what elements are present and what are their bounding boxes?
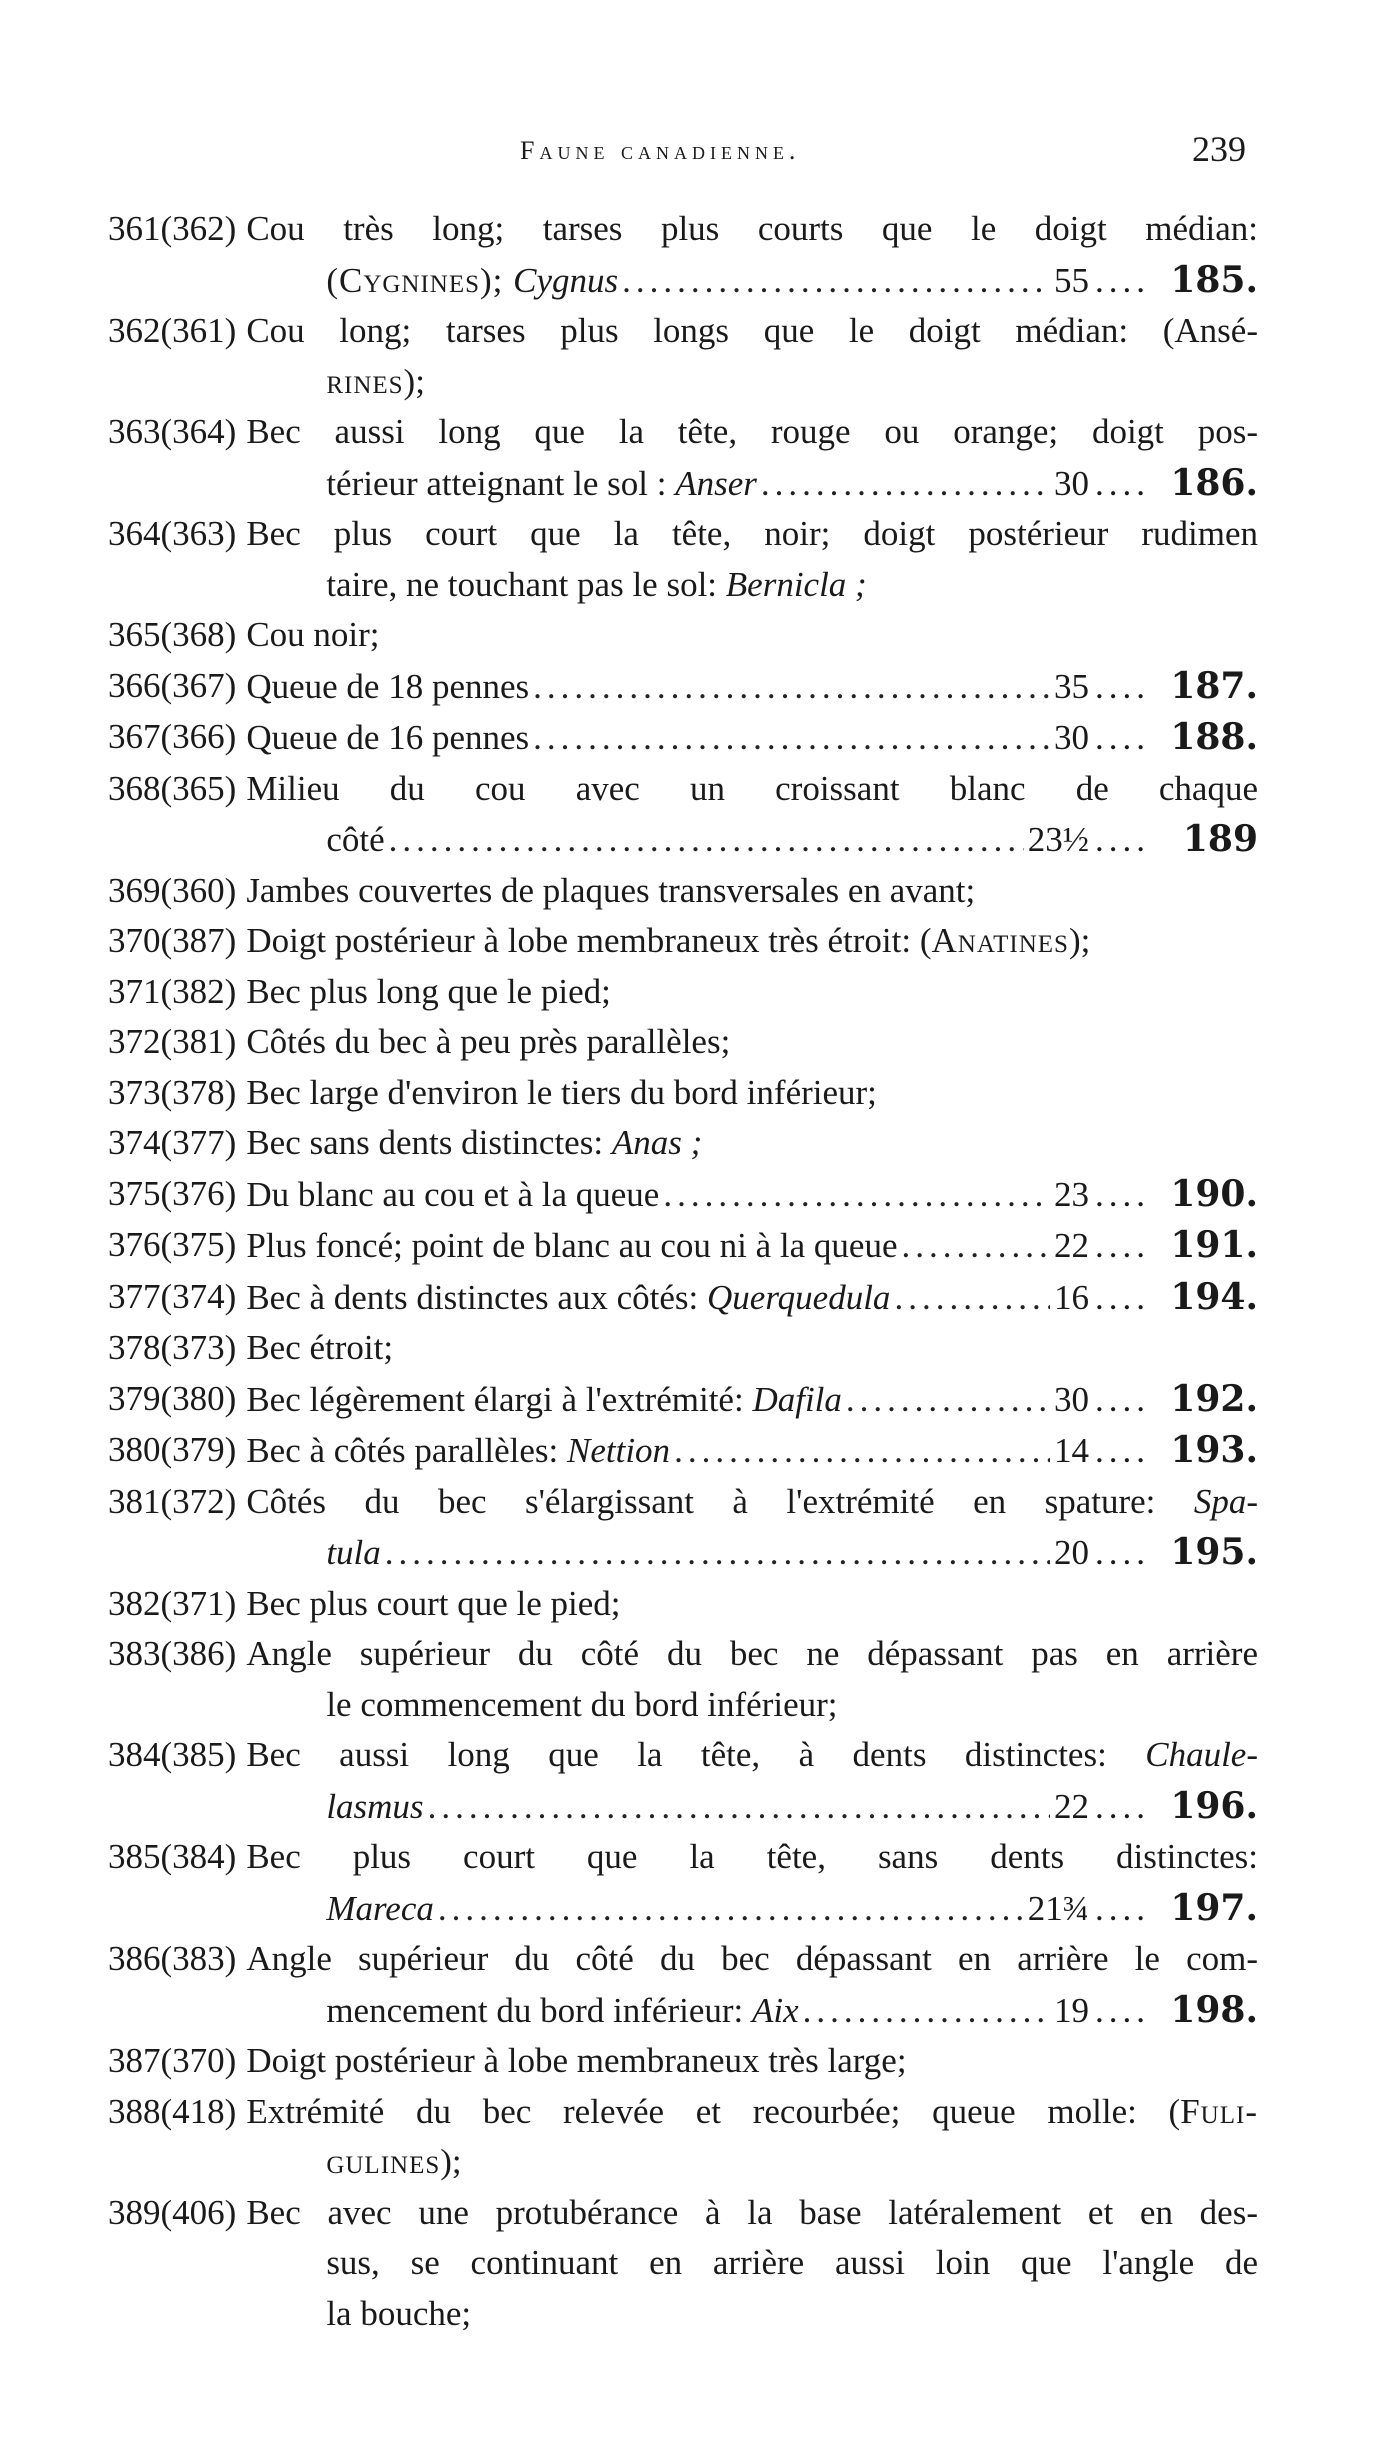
entry-number: 366(367) [108,665,237,705]
line-text [326,815,384,866]
species-number: 194. [1170,1275,1258,1318]
text-run: Plus foncé; point de blanc au cou ni à la queue [246,1226,898,1265]
line-text [326,256,618,307]
length-value: 30 [1054,718,1089,757]
entry-line [246,1323,1258,1374]
genus-name: Aix [752,1990,799,2030]
entry-line [246,866,1258,917]
dot-leader [533,662,1050,713]
genus-name: Nettion [567,1431,671,1470]
entry-number: 379(380) [108,1378,237,1418]
entry-line [246,204,1258,255]
entry-line-with-leader [246,255,1258,307]
dot-leader: .... [1095,1786,1150,1826]
family-name: rines [326,361,404,401]
key-entry [108,2188,1258,2340]
entry-line [246,2188,1258,2239]
entry-line [246,306,1258,357]
entry-description [246,1579,1258,1630]
key-entry [108,204,1258,306]
entry-number: 371(382) [108,971,237,1011]
species-number: 191. [1170,1224,1258,1266]
text-run: la bouche; [326,2293,472,2333]
genus-name: lasmus [326,1786,424,1826]
dot-leader: .... [1095,820,1150,859]
line-text [246,1426,670,1477]
text-run: taire, ne touchant pas le sol: [326,564,726,604]
entry-description [246,306,1258,407]
entry-line [246,2137,1258,2188]
genus-name: Anas ; [611,1123,703,1162]
entry-line [246,560,1258,611]
entry-line-with-leader [246,1425,1258,1477]
dot-leader [438,1884,1024,1935]
entry-description [246,204,1258,306]
text-run: Bec aussi long que la tête, rouge ou orange; doigt pos- [246,412,1258,451]
entry-description [246,509,1258,610]
key-entry [108,916,1258,967]
key-entry [108,306,1258,407]
entry-line-with-leader [246,1883,1258,1935]
entry-line-with-leader [246,1169,1258,1221]
entry-description [246,1169,1258,1221]
genus-name: Dafila [752,1379,842,1419]
species-number: 192. [1170,1377,1258,1420]
entry-number: 382(371) [108,1583,237,1623]
length-value: 16 [1054,1277,1089,1317]
key-entry [108,2036,1258,2087]
dot-leader [663,1170,1050,1221]
key-entry [108,1017,1258,1068]
text-run: côté [326,820,385,859]
genus-name: Bernicla ; [725,564,867,604]
dot-leader [622,256,1050,307]
genus-name: Cygnus [513,260,619,300]
entry-line [246,357,1258,408]
genus-name: Querquedula [707,1277,891,1317]
text-run: Bec légèrement élargi à l'extrémité: [246,1379,753,1419]
dot-leader: .... [1095,1990,1150,2030]
dot-leader: .... [1095,260,1150,300]
entry-line-with-leader [246,1985,1258,2037]
key-entry [108,1477,1258,1579]
line-text [326,459,757,510]
entry-number: 387(370) [108,2041,237,2080]
text-run: Bec large d'environ le tiers du bord inférieur; [246,1072,877,1112]
entry-description [246,764,1258,866]
dot-leader: .... [1095,1226,1150,1265]
length-value: 35 [1054,666,1089,706]
entry-line-with-leader [246,661,1258,713]
entry-line-with-leader [246,814,1258,866]
entry-description [246,916,1258,967]
length-value: 23 [1054,1174,1089,1214]
text-run: sus, se continuant en arrière aussi loin que l'angle de [326,2243,1258,2282]
line-text [326,1782,423,1833]
dot-leader [389,815,1024,866]
species-number: 186. [1170,461,1258,504]
dot-leader [894,1273,1050,1324]
length-value: 19 [1054,1990,1089,2030]
text-run: Bec aussi long que la tête, à dents distinctes: [246,1735,1146,1774]
entry-line [246,1477,1258,1528]
entry-number: 374(377) [108,1123,237,1162]
entry-description [246,1220,1258,1272]
length-value: 23½ [1027,820,1089,859]
line-text [246,713,529,764]
text-run: Bec plus long que le pied; [246,971,611,1011]
entry-line-with-leader [246,1781,1258,1833]
entry-line [246,1118,1258,1169]
entry-number: 369(360) [108,870,237,910]
entry-description [246,1934,1258,2036]
species-number: 193. [1170,1429,1258,1471]
dot-leader [846,1375,1050,1426]
identification-key [108,204,1258,2339]
text-run: Queue de 16 pennes [246,718,530,757]
text-run: Bec sans dents distinctes: [246,1123,612,1162]
genus-name: Anser [675,463,757,503]
entry-number: 372(381) [108,1022,237,1061]
length-value: 55 [1054,260,1089,300]
entry-description [246,1323,1258,1374]
entry-number: 365(368) [108,615,237,654]
dot-leader: .... [1095,1277,1150,1317]
entry-number: 383(386) [108,1634,237,1673]
key-entry [108,1374,1258,1426]
family-name: (Cygnines); [326,260,514,300]
text-run: Bec plus court que la tête, sans dents distinctes: [246,1837,1258,1876]
genus-name: Spa- [1193,1481,1258,1521]
entry-line [246,1017,1258,1068]
dot-leader [674,1426,1050,1477]
species-number: 195. [1170,1531,1258,1573]
key-entry [108,1323,1258,1374]
species-number: 197. [1170,1886,1258,1929]
text-run: Du blanc au cou et à la queue [246,1174,660,1214]
entry-number: 363(364) [108,412,237,451]
entry-number: 380(379) [108,1430,237,1469]
entry-line [246,1579,1258,1630]
length-value: 21¾ [1027,1888,1089,1928]
family-name: Fuli- [1180,2091,1258,2131]
text-run: Jambes couvertes de plaques transversales en avant; [246,870,976,910]
length-value: 22 [1054,1226,1089,1265]
key-entry [108,509,1258,610]
entry-number: 370(387) [108,921,237,960]
line-text [326,1884,434,1935]
text-run: Extrémité du bec relevée et recourbée; queue molle: ( [246,2091,1181,2131]
entry-number: 376(375) [108,1225,237,1264]
text-run: Angle supérieur du côté du bec ne dépassant pas en arrière [246,1634,1258,1673]
text-run: mencement du bord inférieur: [326,1990,752,2030]
entry-number: 362(361) [108,311,237,350]
length-value: 30 [1054,1379,1089,1419]
entry-description [246,610,1258,661]
entry-description [246,712,1258,764]
dot-leader [533,713,1050,764]
key-entry [108,764,1258,866]
page-number: 239 [1192,129,1246,169]
dot-leader: .... [1095,1379,1150,1419]
entry-line [246,1068,1258,1119]
text-run: Bec plus court que le pied; [246,1583,621,1623]
entry-line [246,2289,1258,2340]
family-name: gulines [326,2142,441,2181]
entry-description [246,1374,1258,1426]
text-run: Doigt postérieur à lobe membraneux très étroit: ( [246,921,932,960]
dot-leader [761,459,1050,510]
dot-leader: .... [1095,1533,1150,1572]
key-entry [108,1629,1258,1730]
entry-line-with-leader [246,1374,1258,1426]
line-text [246,1375,842,1426]
text-run: ); [440,2142,462,2181]
entry-description [246,2036,1258,2087]
entry-number: 361(362) [108,209,237,248]
key-entry [108,1169,1258,1221]
species-number: 189 [1182,818,1258,860]
entry-number: 385(384) [108,1837,237,1876]
dot-leader: .... [1095,1888,1150,1928]
entry-number: 388(418) [108,2091,237,2131]
length-value: 20 [1054,1533,1089,1572]
line-text [326,1528,380,1579]
genus-name: Chaule- [1145,1735,1258,1774]
entry-number: 378(373) [108,1328,237,1367]
length-value: 30 [1054,463,1089,503]
key-entry [108,712,1258,764]
entry-line-with-leader [246,1272,1258,1324]
key-entry [108,2087,1258,2188]
line-text [246,1170,659,1221]
species-number: 187. [1170,664,1258,707]
entry-description [246,1425,1258,1477]
text-run: térieur atteignant le sol : [326,463,676,503]
genus-name: tula [326,1533,381,1572]
entry-description [246,407,1258,509]
entry-line [246,2087,1258,2138]
text-run: Bec avec une protubérance à la base latéralement et en des- [246,2192,1258,2232]
species-number: 190. [1170,1172,1258,1215]
text-run: Cou long; tarses plus longs que le doigt médian: (Ansé- [246,311,1258,350]
entry-line-with-leader [246,458,1258,510]
dot-leader: .... [1095,463,1150,503]
text-run: Doigt postérieur à lobe membraneux très large; [246,2041,907,2080]
entry-description [246,1730,1258,1832]
entry-description [246,866,1258,917]
text-run: Bec étroit; [246,1328,394,1367]
text-run: ); [1068,921,1091,960]
species-number: 196. [1170,1784,1258,1827]
entry-line-with-leader [246,1220,1258,1272]
text-run: Bec à dents distinctes aux côtés: [246,1277,708,1317]
species-number: 188. [1170,716,1258,758]
text-run: Côtés du bec à peu près parallèles; [246,1022,731,1061]
text-run: ); [403,361,425,401]
entry-description [246,1629,1258,1730]
line-text [326,1986,798,2037]
entry-number: 367(366) [108,717,237,756]
entry-line [246,916,1258,967]
page-header [0,128,1396,178]
entry-line [246,407,1258,458]
text-run: Bec plus court que la tête, noir; doigt postérieur rudimen [246,514,1258,553]
text-run: Bec à côtés parallèles: [246,1431,567,1470]
entry-line [246,610,1258,661]
entry-line [246,764,1258,815]
dot-leader: .... [1095,666,1150,706]
entry-line [246,1629,1258,1680]
key-entry [108,1068,1258,1119]
entry-description [246,2188,1258,2340]
entry-number: 377(374) [108,1276,237,1316]
dot-leader: .... [1095,1431,1150,1470]
dot-leader [385,1528,1050,1579]
entry-description [246,2087,1258,2188]
text-run: Côtés du bec s'élargissant à l'extrémité en spature: [246,1481,1194,1521]
key-entry [108,1272,1258,1324]
key-entry [108,1220,1258,1272]
entry-number: 373(378) [108,1072,237,1112]
entry-number: 381(372) [108,1481,237,1521]
key-entry [108,1832,1258,1934]
family-name: Anatines [931,921,1069,960]
key-entry [108,967,1258,1018]
entry-line-with-leader [246,712,1258,764]
entry-line [246,1934,1258,1985]
entry-description [246,661,1258,713]
key-entry [108,1425,1258,1477]
text-run: Angle supérieur du côté du bec dépassant en arrière le com- [246,1939,1258,1978]
line-text [246,1221,897,1272]
length-value: 14 [1054,1431,1089,1470]
entry-description [246,967,1258,1018]
key-entry [108,407,1258,509]
entry-line [246,2238,1258,2289]
entry-description [246,1272,1258,1324]
entry-description [246,1832,1258,1934]
entry-line [246,509,1258,560]
entry-number: 386(383) [108,1939,237,1978]
entry-line [246,1832,1258,1883]
dot-leader: .... [1095,1174,1150,1214]
dot-leader [803,1986,1050,2037]
dot-leader [428,1782,1050,1833]
entry-line [246,1730,1258,1781]
line-text [246,1273,890,1324]
entry-line [246,1680,1258,1731]
entry-description [246,1068,1258,1119]
line-text [246,662,529,713]
genus-name: Mareca [326,1888,434,1928]
text-run: Cou très long; tarses plus courts que le doigt médian: [246,209,1258,248]
running-title: Faune canadienne. [520,136,801,165]
dot-leader: .... [1095,718,1150,757]
key-entry [108,1579,1258,1630]
species-number: 185. [1170,258,1258,301]
entry-number: 384(385) [108,1735,237,1774]
entry-number: 364(363) [108,514,237,553]
entry-line [246,2036,1258,2087]
length-value: 22 [1054,1786,1089,1826]
dot-leader [902,1221,1050,1272]
entry-line [246,967,1258,1018]
key-entry [108,610,1258,661]
key-entry [108,1730,1258,1832]
key-entry [108,1934,1258,2036]
entry-description [246,1017,1258,1068]
key-entry [108,1118,1258,1169]
entry-description [246,1118,1258,1169]
key-entry [108,661,1258,713]
text-run: Queue de 18 pennes [246,666,530,706]
entry-description [246,1477,1258,1579]
entry-number: 375(376) [108,1173,237,1213]
key-entry [108,866,1258,917]
text-run: Cou noir; [246,615,380,654]
species-number: 198. [1170,1988,1258,2031]
entry-number: 368(365) [108,768,237,808]
text-run: le commencement du bord inférieur; [326,1684,838,1724]
text-run: Milieu du cou avec un croissant blanc de chaque [246,768,1258,808]
entry-number: 389(406) [108,2192,237,2232]
entry-line-with-leader [246,1527,1258,1579]
